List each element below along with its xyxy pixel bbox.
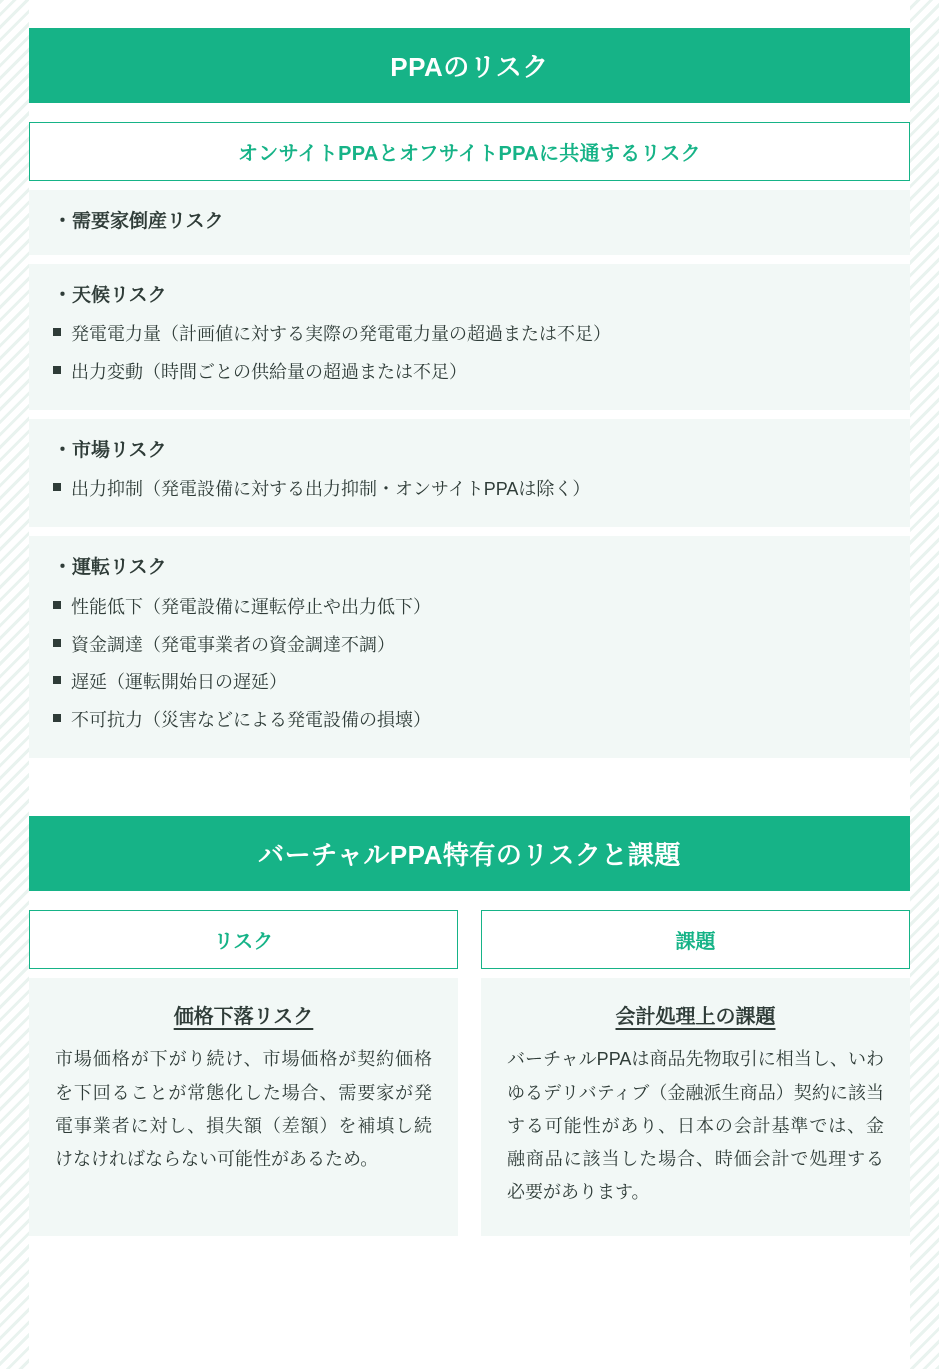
risk-list-item (53, 702, 886, 740)
square-bullet-icon (53, 714, 61, 722)
virtual-ppa-columns (29, 910, 910, 1235)
column-title-issue: 会計処理上の課題 (615, 1006, 776, 1029)
section-spacer (29, 758, 910, 816)
square-bullet-icon (53, 328, 61, 336)
risk-title: ・運転リスク (53, 557, 167, 579)
risk-list-item-label: 遅延（運転開始日の遅延） (71, 672, 287, 693)
risk-title: ・市場リスク (53, 439, 167, 461)
infographic-page (29, 0, 910, 1369)
risk-list-item-label: 発電電力量（計画値に対する実際の発電電力量の超過または不足） (71, 324, 611, 344)
square-bullet-icon (53, 639, 61, 647)
section-header-ppa-risks: PPAのリスク (29, 28, 910, 103)
risk-item-list (53, 471, 886, 509)
risk-item-list (53, 589, 886, 741)
column-text-risk: 市場価格が下がり続け、市場価格が契約価格を下回ることが常態化した場合、需要家が発電事業者に対し、損失額（差額）を補填し続けなければならない可能性があるため。 (55, 1049, 432, 1170)
column-title-risk: 価格下落リスク (173, 1006, 314, 1029)
column-body-risk (29, 978, 458, 1235)
square-bullet-icon (53, 676, 61, 684)
subsection-header-common-risks: オンサイトPPAとオフサイトPPAに共通するリスク (29, 122, 910, 181)
risk-list-item-label: 不可抗力（災害などによる発電設備の損壊） (71, 710, 431, 731)
square-bullet-icon (53, 366, 61, 374)
risk-list-item (53, 664, 886, 702)
risk-block (29, 190, 910, 255)
column-header-issue: 課題 (481, 910, 910, 969)
risk-title: ・天候リスク (53, 284, 167, 306)
infographic-content (29, 0, 910, 1236)
risk-title: ・需要家倒産リスク (53, 211, 224, 232)
risk-block (29, 536, 910, 758)
section-header-virtual-ppa: バーチャルPPA特有のリスクと課題 (29, 816, 910, 891)
risk-list-item (53, 589, 886, 627)
risk-list-item (53, 354, 886, 392)
risk-list-item (53, 471, 886, 509)
square-bullet-icon (53, 483, 61, 491)
risk-list-item (53, 627, 886, 665)
risk-item-list (53, 316, 886, 392)
column-text-issue: バーチャルPPAは商品先物取引に相当し、いわゆるデリバティブ（金融派生商品）契約に該当する可能性があり、日本の会計基準では、金融商品に該当した場合、時価会計で処理する必要があります。 (507, 1049, 884, 1203)
risk-list-item-label: 出力変動（時間ごとの供給量の超過または不足） (71, 361, 467, 382)
risk-list-item-label: 出力抑制（発電設備に対する出力抑制・オンサイトPPAは除く） (71, 479, 591, 500)
column-risk (29, 910, 458, 1235)
column-issue (481, 910, 910, 1235)
risk-block (29, 419, 910, 527)
column-header-risk: リスク (29, 910, 458, 969)
square-bullet-icon (53, 601, 61, 609)
column-body-issue (481, 978, 910, 1235)
risk-list-item-label: 資金調達（発電事業者の資金調達不調） (71, 634, 395, 655)
risk-list-item-label: 性能低下（発電設備に運転停止や出力低下） (71, 596, 431, 617)
risk-block (29, 264, 910, 410)
risk-list-item (53, 316, 886, 354)
